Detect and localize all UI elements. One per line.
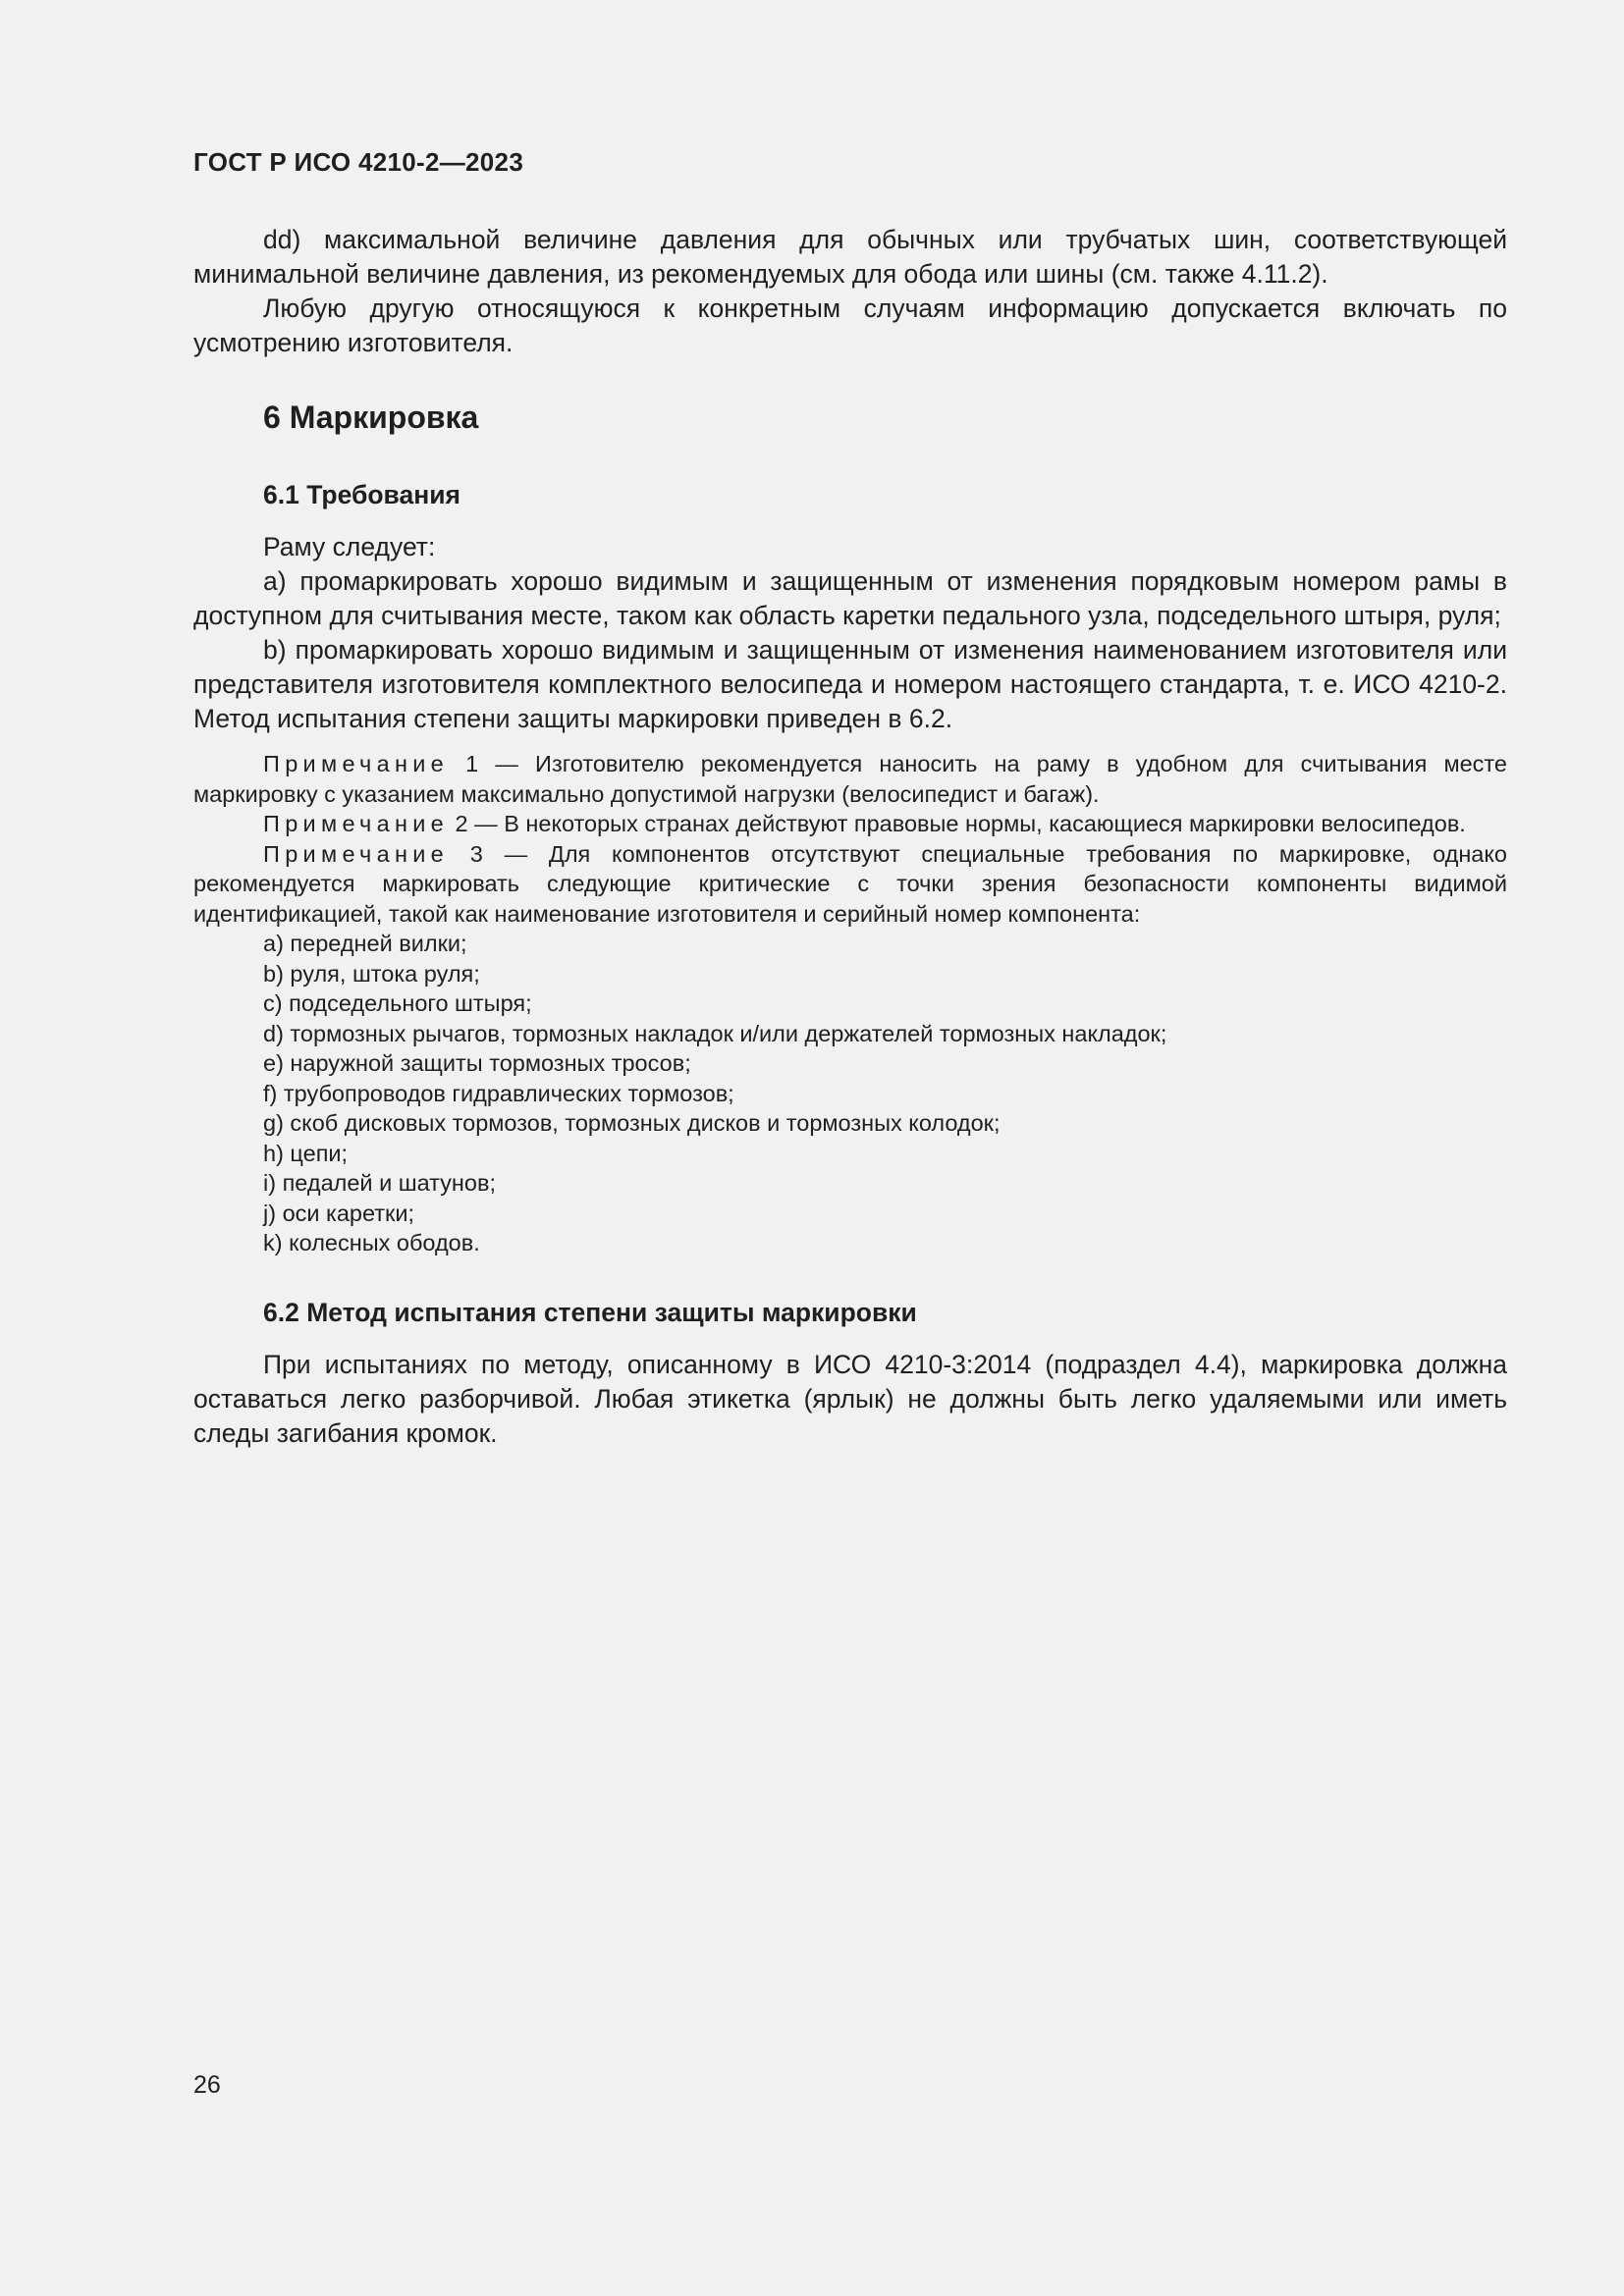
note-1 xyxy=(193,749,1507,809)
list-item: k) колесных ободов. xyxy=(263,1230,480,1255)
note-label: Примечание xyxy=(263,840,450,867)
component-list xyxy=(193,929,1507,1258)
section-6-1-heading: 6.1 Требования xyxy=(263,480,460,509)
document-header: ГОСТ Р ИСО 4210-2—2023 xyxy=(193,147,524,177)
note-text: 1 — Изготовителю рекомендуется наносить на раму в удобном для считывания месте маркировку с указанием максимально допустимой нагрузки (велосипедист и багаж). xyxy=(193,751,1507,807)
list-item: g) скоб дисковых тормозов, тормозных дисков и тормозных колодок; xyxy=(263,1110,1001,1136)
note-2 xyxy=(193,809,1507,839)
list-item: c) подседельного штыря; xyxy=(263,990,532,1016)
document-page xyxy=(193,0,1507,2296)
notes-block xyxy=(193,749,1507,1258)
section-6-2-heading: 6.2 Метод испытания степени защиты маркировки xyxy=(263,1297,917,1327)
intro-paragraph-other-info: Любую другую относящуюся к конкретным случаям информацию допускается включать по усмотрению изготовителя. xyxy=(193,294,1507,357)
list-item: a) передней вилки; xyxy=(263,931,467,956)
list-item: j) оси каретки; xyxy=(263,1200,414,1226)
list-item: f) трубопроводов гидравлических тормозов; xyxy=(263,1080,734,1106)
note-text: 3 — Для компонентов отсутствуют специальные требования по маркировке, однако рекомендуется маркировать следующие критические с точки зрения безопасности компоненты видимой идентификацией, такой как наименование изготовителя и серийный номер компонента: xyxy=(193,840,1507,927)
note-label: Примечание xyxy=(263,811,450,836)
requirement-item-a: a) промаркировать хорошо видимым и защищенным от изменения порядковым номером рамы в доступном для считывания месте, таком как область каретки педального узла, подседельного штыря, руля; xyxy=(193,566,1507,630)
requirement-item-b: b) промаркировать хорошо видимым и защищенным от изменения наименованием изготовителя или представителя изготовителя комплектного велосипеда и номером настоящего стандарта, т. е. ИСО 4210-2. Метод испытания степени защиты маркировки приведен в 6.2. xyxy=(193,635,1507,733)
note-label: Примечание xyxy=(263,751,450,776)
list-item: h) цепи; xyxy=(263,1140,349,1166)
page-number: 26 xyxy=(193,2071,221,2099)
note-3 xyxy=(193,839,1507,930)
requirements-lead: Раму следует: xyxy=(263,532,436,561)
list-item: e) наружной защиты тормозных тросов; xyxy=(263,1050,691,1076)
list-item: i) педалей и шатунов; xyxy=(263,1170,496,1196)
note-text: 2 — В некоторых странах действуют правовые нормы, касающиеся маркировки велосипедов. xyxy=(449,811,1466,836)
section-6-heading: 6 Маркировка xyxy=(263,400,479,435)
list-item: b) руля, штока руля; xyxy=(263,960,480,987)
intro-paragraph-dd: dd) максимальной величине давления для обычных или трубчатых шин, соответствующей минимальной величине давления, из рекомендуемых для обода или шины (см. также 4.11.2). xyxy=(193,225,1507,289)
test-method-paragraph: При испытаниях по методу, описанному в ИСО 4210-3:2014 (подраздел 4.4), маркировка должна оставаться легко разборчивой. Любая этикетка (ярлык) не должны быть легко удаляемыми или иметь следы загибания кромок. xyxy=(193,1349,1507,1448)
document-body xyxy=(193,223,1507,1451)
list-item: d) тормозных рычагов, тормозных накладок и/или держателей тормозных накладок; xyxy=(263,1020,1167,1046)
